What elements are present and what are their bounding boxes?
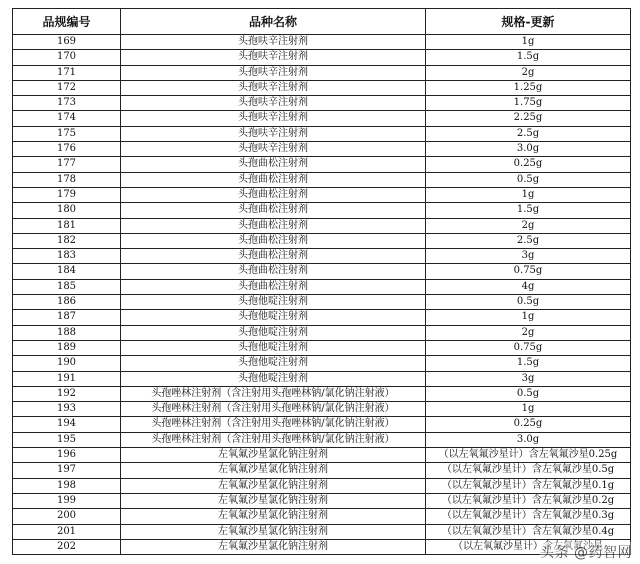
cell-spec: 3g (426, 371, 631, 386)
cell-spec: 4g (426, 279, 631, 294)
cell-spec: （以左氧氟沙星计）含左氧氟沙星0.25g (426, 448, 631, 463)
table-row (13, 448, 631, 463)
table-row (13, 325, 631, 340)
cell-name: 头孢曲松注射剂 (121, 218, 426, 233)
cell-name: 头孢唑林注射剂（含注射用头孢唑林钠/氯化钠注射液） (121, 417, 426, 432)
cell-name: 左氧氟沙星氯化钠注射剂 (121, 478, 426, 493)
table-row (13, 310, 631, 325)
table-row (13, 142, 631, 157)
cell-spec: 1.5g (426, 50, 631, 65)
cell-code: 179 (13, 187, 121, 202)
cell-name: 头孢他啶注射剂 (121, 340, 426, 355)
cell-code: 188 (13, 325, 121, 340)
table-row (13, 402, 631, 417)
cell-spec: 3.0g (426, 142, 631, 157)
cell-code: 186 (13, 295, 121, 310)
cell-name: 头孢曲松注射剂 (121, 249, 426, 264)
cell-name: 头孢呋辛注射剂 (121, 35, 426, 50)
cell-spec: 1g (426, 402, 631, 417)
cell-spec: 0.25g (426, 417, 631, 432)
table-row (13, 157, 631, 172)
cell-name: 左氧氟沙星氯化钠注射剂 (121, 463, 426, 478)
watermark: 头条 @药智网 (540, 542, 632, 562)
cell-code: 178 (13, 172, 121, 187)
cell-name: 头孢呋辛注射剂 (121, 142, 426, 157)
table-row (13, 340, 631, 355)
cell-spec: （以左氧氟沙星计）含左氧氟沙星0.1g (426, 478, 631, 493)
cell-code: 183 (13, 249, 121, 264)
cell-spec: 0.5g (426, 172, 631, 187)
cell-name: 头孢他啶注射剂 (121, 310, 426, 325)
table-row (13, 371, 631, 386)
cell-name: 头孢曲松注射剂 (121, 264, 426, 279)
drug-spec-table (12, 8, 631, 555)
cell-spec: 0.75g (426, 340, 631, 355)
table-row (13, 50, 631, 65)
table-row (13, 35, 631, 50)
table-row (13, 203, 631, 218)
cell-spec: 0.5g (426, 295, 631, 310)
cell-code: 200 (13, 509, 121, 524)
cell-name: 头孢呋辛注射剂 (121, 65, 426, 80)
table-row (13, 463, 631, 478)
cell-name: 头孢曲松注射剂 (121, 233, 426, 248)
cell-name: 头孢呋辛注射剂 (121, 80, 426, 95)
table-row (13, 249, 631, 264)
cell-code: 171 (13, 65, 121, 80)
cell-name: 头孢他啶注射剂 (121, 356, 426, 371)
cell-code: 198 (13, 478, 121, 493)
cell-code: 196 (13, 448, 121, 463)
cell-name: 左氧氟沙星氯化钠注射剂 (121, 493, 426, 508)
cell-name: 头孢唑林注射剂（含注射用头孢唑林钠/氯化钠注射液） (121, 402, 426, 417)
cell-spec: （以左氧氟沙星计）含左氧氟沙星 (426, 539, 631, 554)
table-row (13, 417, 631, 432)
cell-name: 头孢唑林注射剂（含注射用头孢唑林钠/氯化钠注射液） (121, 432, 426, 447)
table-row (13, 96, 631, 111)
cell-spec: 1.5g (426, 203, 631, 218)
cell-code: 189 (13, 340, 121, 355)
cell-name: 头孢呋辛注射剂 (121, 50, 426, 65)
cell-code: 190 (13, 356, 121, 371)
cell-name: 头孢曲松注射剂 (121, 172, 426, 187)
table-row (13, 432, 631, 447)
cell-code: 173 (13, 96, 121, 111)
table-row (13, 524, 631, 539)
cell-code: 194 (13, 417, 121, 432)
cell-code: 201 (13, 524, 121, 539)
cell-code: 176 (13, 142, 121, 157)
cell-spec: 1.5g (426, 356, 631, 371)
table-row (13, 126, 631, 141)
cell-spec: 2.25g (426, 111, 631, 126)
cell-name: 头孢呋辛注射剂 (121, 96, 426, 111)
cell-spec: （以左氧氟沙星计）含左氧氟沙星0.2g (426, 493, 631, 508)
cell-name: 头孢他啶注射剂 (121, 325, 426, 340)
cell-code: 195 (13, 432, 121, 447)
table-body (13, 35, 631, 555)
table-row (13, 111, 631, 126)
cell-spec: 2.5g (426, 126, 631, 141)
cell-name: 左氧氟沙星氯化钠注射剂 (121, 539, 426, 554)
cell-spec: 2g (426, 325, 631, 340)
cell-spec: 1.75g (426, 96, 631, 111)
cell-code: 172 (13, 80, 121, 95)
cell-spec: 3g (426, 249, 631, 264)
cell-spec: 0.5g (426, 386, 631, 401)
cell-spec: 0.25g (426, 157, 631, 172)
cell-code: 187 (13, 310, 121, 325)
cell-code: 197 (13, 463, 121, 478)
header-name: 品种名称 (121, 9, 426, 35)
cell-name: 头孢他啶注射剂 (121, 371, 426, 386)
table-row (13, 493, 631, 508)
cell-name: 头孢唑林注射剂（含注射用头孢唑林钠/氯化钠注射液） (121, 386, 426, 401)
cell-code: 199 (13, 493, 121, 508)
table-row (13, 478, 631, 493)
cell-spec: 1g (426, 35, 631, 50)
table-row (13, 356, 631, 371)
cell-spec: （以左氧氟沙星计）含左氧氟沙星0.5g (426, 463, 631, 478)
cell-name: 头孢呋辛注射剂 (121, 111, 426, 126)
cell-name: 头孢曲松注射剂 (121, 203, 426, 218)
cell-code: 184 (13, 264, 121, 279)
cell-name: 左氧氟沙星氯化钠注射剂 (121, 509, 426, 524)
cell-code: 182 (13, 233, 121, 248)
table-row (13, 65, 631, 80)
table-row (13, 172, 631, 187)
cell-spec: 2g (426, 218, 631, 233)
cell-name: 头孢他啶注射剂 (121, 295, 426, 310)
cell-spec: 2g (426, 65, 631, 80)
table-row (13, 218, 631, 233)
spec-table-sheet (12, 8, 630, 555)
cell-name: 左氧氟沙星氯化钠注射剂 (121, 524, 426, 539)
cell-name: 头孢呋辛注射剂 (121, 126, 426, 141)
table-row (13, 80, 631, 95)
cell-spec: 0.75g (426, 264, 631, 279)
cell-name: 头孢曲松注射剂 (121, 279, 426, 294)
cell-code: 177 (13, 157, 121, 172)
cell-code: 180 (13, 203, 121, 218)
cell-code: 192 (13, 386, 121, 401)
cell-name: 头孢曲松注射剂 (121, 187, 426, 202)
cell-spec: （以左氧氟沙星计）含左氧氟沙星0.4g (426, 524, 631, 539)
cell-code: 191 (13, 371, 121, 386)
table-row (13, 509, 631, 524)
cell-spec: （以左氧氟沙星计）含左氧氟沙星0.3g (426, 509, 631, 524)
cell-spec: 1g (426, 187, 631, 202)
table-row (13, 295, 631, 310)
cell-code: 174 (13, 111, 121, 126)
cell-code: 175 (13, 126, 121, 141)
cell-spec: 2.5g (426, 233, 631, 248)
cell-spec: 1g (426, 310, 631, 325)
table-header-row (13, 9, 631, 35)
table-row (13, 264, 631, 279)
header-code: 品规编号 (13, 9, 121, 35)
table-row (13, 233, 631, 248)
cell-code: 181 (13, 218, 121, 233)
cell-name: 左氧氟沙星氯化钠注射剂 (121, 448, 426, 463)
cell-code: 202 (13, 539, 121, 554)
cell-code: 185 (13, 279, 121, 294)
table-row (13, 279, 631, 294)
cell-spec: 1.25g (426, 80, 631, 95)
table-row (13, 187, 631, 202)
cell-code: 193 (13, 402, 121, 417)
cell-name: 头孢曲松注射剂 (121, 157, 426, 172)
table-row (13, 539, 631, 554)
cell-code: 170 (13, 50, 121, 65)
header-spec: 规格-更新 (426, 9, 631, 35)
cell-code: 169 (13, 35, 121, 50)
cell-spec: 3.0g (426, 432, 631, 447)
table-row (13, 386, 631, 401)
